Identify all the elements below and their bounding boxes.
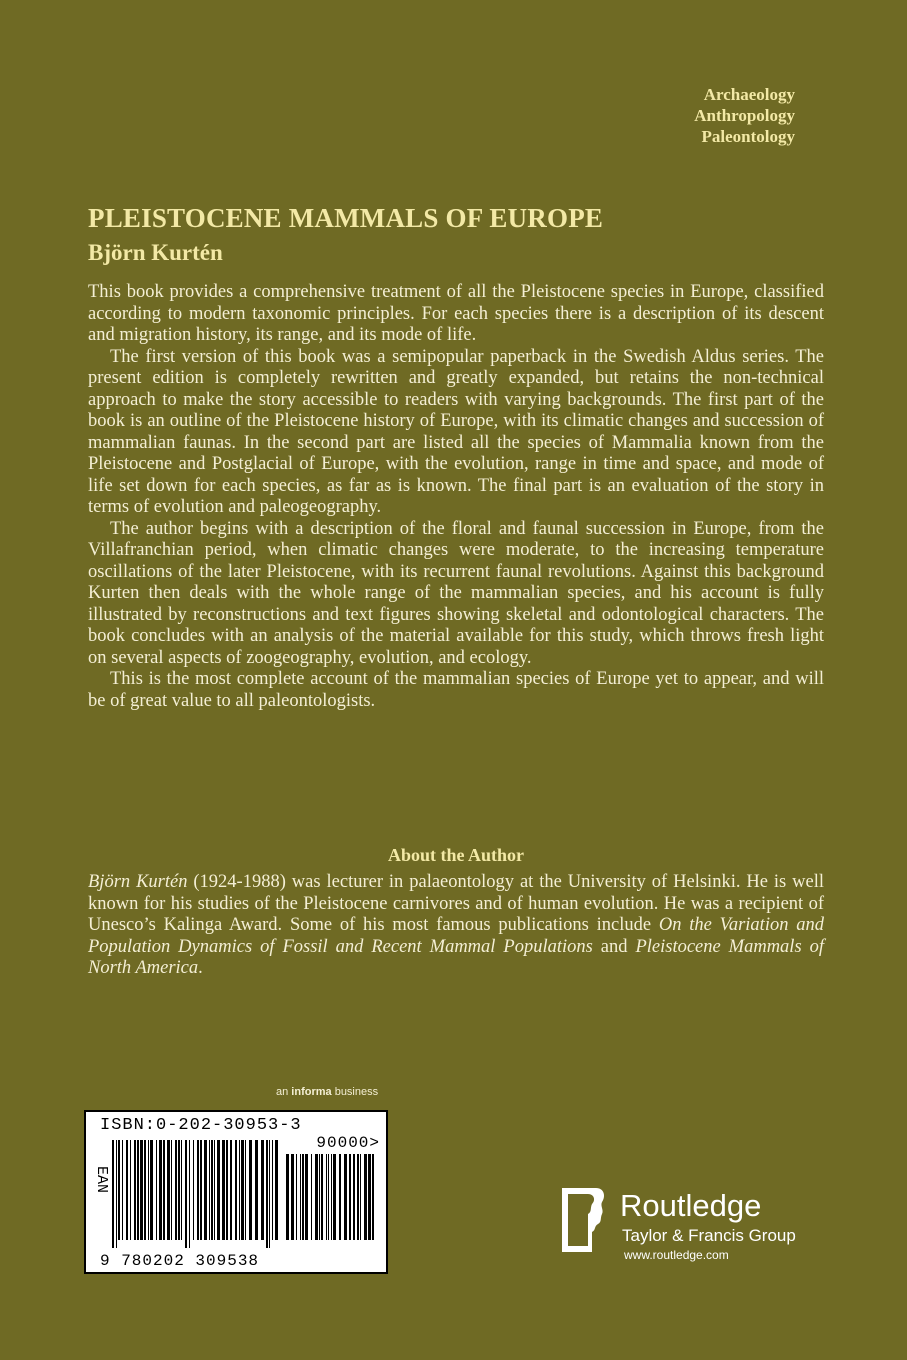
barcode-bar — [261, 1140, 264, 1240]
barcode-bar — [311, 1154, 312, 1240]
barcode-bar — [249, 1140, 252, 1240]
barcode-addon-bars — [286, 1154, 376, 1248]
barcode-bar — [241, 1140, 244, 1240]
isbn-number: ISBN:0-202-30953-3 — [100, 1116, 302, 1135]
price-code: 90000> — [316, 1134, 380, 1152]
barcode-bar — [328, 1154, 329, 1240]
barcode-bar — [217, 1140, 220, 1240]
barcode-bar — [319, 1154, 320, 1240]
about-text-part: (1924-1988) was lecturer in palaeontology at the University of Helsinki. He is well known for his studies of the Pleistocene carnivores and of human evolution. He was a recipient of Unesco’s Kalinga Award. Some of his most famous publications include — [88, 872, 824, 935]
barcode-bar — [122, 1140, 123, 1240]
description-paragraph: This is the most complete account of the mammalian species of Europe yet to appear, and will be of great value to all paleontologists. — [88, 669, 824, 711]
informa-tagline — [276, 1086, 378, 1098]
barcode-bar — [171, 1140, 172, 1240]
barcode-bar — [163, 1140, 165, 1240]
subject-archaeology: Archaeology — [703, 85, 795, 104]
barcode-bar — [137, 1140, 139, 1240]
barcode-bar — [156, 1140, 157, 1240]
subject-list — [694, 84, 795, 147]
barcode-bar — [255, 1140, 258, 1240]
barcode-bar — [148, 1140, 149, 1240]
barcode-bar — [235, 1140, 237, 1240]
barcode-bar — [126, 1140, 128, 1240]
barcode-bar — [344, 1154, 347, 1240]
publisher-logo — [558, 1186, 818, 1266]
barcode-bar — [302, 1154, 304, 1240]
barcode-bar — [357, 1154, 359, 1240]
barcode-bar — [197, 1140, 199, 1240]
barcode-bar — [333, 1154, 336, 1240]
barcode-bar — [175, 1140, 177, 1240]
barcode-bar — [112, 1140, 114, 1248]
barcode-bar — [245, 1140, 246, 1240]
description-paragraph: The first version of this book was a semipopular paperback in the Swedish Aldus series. The present edition is completely rewritten and greatly expanded, but retains the non-technical approach to make the story accessible to readers with varying backgrounds. The first part of the book is an outline of the Pleistocene history of Europe, with its climatic changes and succession of mammalian faunas. In the second part are listed all the species of Mammalia known from the Pleistocene and Postglacial of Europe, with the evolution, range in time and space, and mode of life set down for each species, as far as is known. The final part is an evaluation of the story in terms of evolution and paleogeography. — [88, 346, 824, 517]
subject-anthropology: Anthropology — [694, 106, 795, 125]
routledge-head-icon — [558, 1186, 608, 1254]
barcode-bar — [331, 1154, 332, 1240]
barcode-bar — [118, 1140, 120, 1240]
informa-suffix: business — [331, 1086, 379, 1098]
about-book-title: Pleistocene Mammals of North America — [88, 936, 824, 978]
barcode-bar — [272, 1140, 273, 1240]
barcode-bars — [112, 1140, 280, 1248]
barcode-bar — [315, 1154, 318, 1240]
barcode-bar — [353, 1154, 355, 1240]
barcode-bar — [214, 1140, 215, 1240]
barcode-bar — [239, 1140, 240, 1240]
ean-label: EAN — [93, 1166, 110, 1194]
barcode-bar — [326, 1154, 327, 1240]
barcode-bar — [368, 1154, 371, 1240]
barcode-bar — [211, 1140, 213, 1240]
isbn-barcode — [84, 1110, 388, 1274]
barcode-bar — [204, 1140, 207, 1240]
about-author-name: Björn Kurtén — [88, 872, 188, 892]
barcode-bar — [296, 1154, 297, 1240]
barcode-bar — [291, 1154, 294, 1240]
barcode-bar — [360, 1154, 361, 1240]
subject-paleontology: Paleontology — [701, 127, 795, 146]
barcode-bar — [222, 1140, 225, 1240]
barcode-bar — [321, 1154, 323, 1240]
barcode-bar — [209, 1140, 210, 1240]
barcode-bar — [189, 1140, 190, 1248]
barcode-bar — [144, 1140, 146, 1240]
about-text-part: and — [592, 936, 636, 957]
barcode-bar — [181, 1140, 182, 1240]
barcode-bar — [185, 1140, 187, 1248]
barcode-bar — [230, 1140, 232, 1240]
barcode-bar — [178, 1140, 180, 1240]
barcode-bar — [300, 1154, 301, 1240]
barcode-bar — [226, 1140, 228, 1240]
barcode-bar — [286, 1154, 289, 1240]
barcode-bar — [339, 1154, 341, 1240]
barcode-bar — [200, 1140, 202, 1240]
barcode-bar — [266, 1140, 268, 1248]
publisher-group: Taylor & Francis Group — [622, 1226, 796, 1245]
barcode-bar — [269, 1140, 270, 1248]
description-paragraph: The author begins with a description of the floral and faunal succession in Europe, from the Villafranchian period, when climatic changes were moderate, to the increasing temperature oscillations of the later Pleistocene, with its recurrent faunal revolutions. Against this background Kurten then deals with the whole range of the mammalian species, and his account is fully illustrated by reconstructions and text figures showing skeletal and odontological characters. The book concludes with an analysis of the material available for this study, which throws fresh light on several aspects of zoogeography, evolution, and ecology. — [88, 518, 824, 668]
barcode-bar — [150, 1140, 153, 1240]
barcode-bar — [305, 1154, 308, 1240]
about-book-title: On the Variation and Population Dynamics of Fossil and Recent Mammal Populations — [88, 915, 824, 957]
about-author-text — [88, 872, 824, 980]
ean-digits: 9 780202 309538 — [100, 1252, 260, 1270]
publisher-name: Routledge — [620, 1188, 762, 1223]
about-author-heading: About the Author — [387, 845, 525, 865]
publisher-url: www.routledge.com — [624, 1248, 729, 1262]
barcode-bar — [193, 1140, 194, 1240]
book-description — [88, 282, 824, 712]
barcode-bar — [167, 1140, 170, 1240]
barcode-bar — [372, 1154, 374, 1240]
description-paragraph: This book provides a comprehensive treatment of all the Pleistocene species in Europe, classified according to modern taxonomic principles. For each species there is a description of its descent and migration history, its range, and its mode of life. — [88, 282, 824, 345]
about-text-part: . — [198, 958, 203, 978]
barcode-bar — [275, 1140, 278, 1240]
barcode-bar — [130, 1140, 131, 1240]
book-author: Björn Kurtén — [88, 240, 223, 265]
barcode-bar — [134, 1140, 136, 1240]
barcode-bar — [140, 1140, 143, 1240]
barcode-bar — [349, 1154, 351, 1240]
barcode-bar — [364, 1154, 367, 1240]
barcode-bar — [159, 1140, 162, 1240]
informa-brand: informa — [291, 1086, 332, 1098]
barcode-bar — [116, 1140, 117, 1248]
informa-prefix: an — [276, 1086, 292, 1098]
book-title: PLEISTOCENE MAMMALS OF EUROPE — [88, 203, 604, 233]
